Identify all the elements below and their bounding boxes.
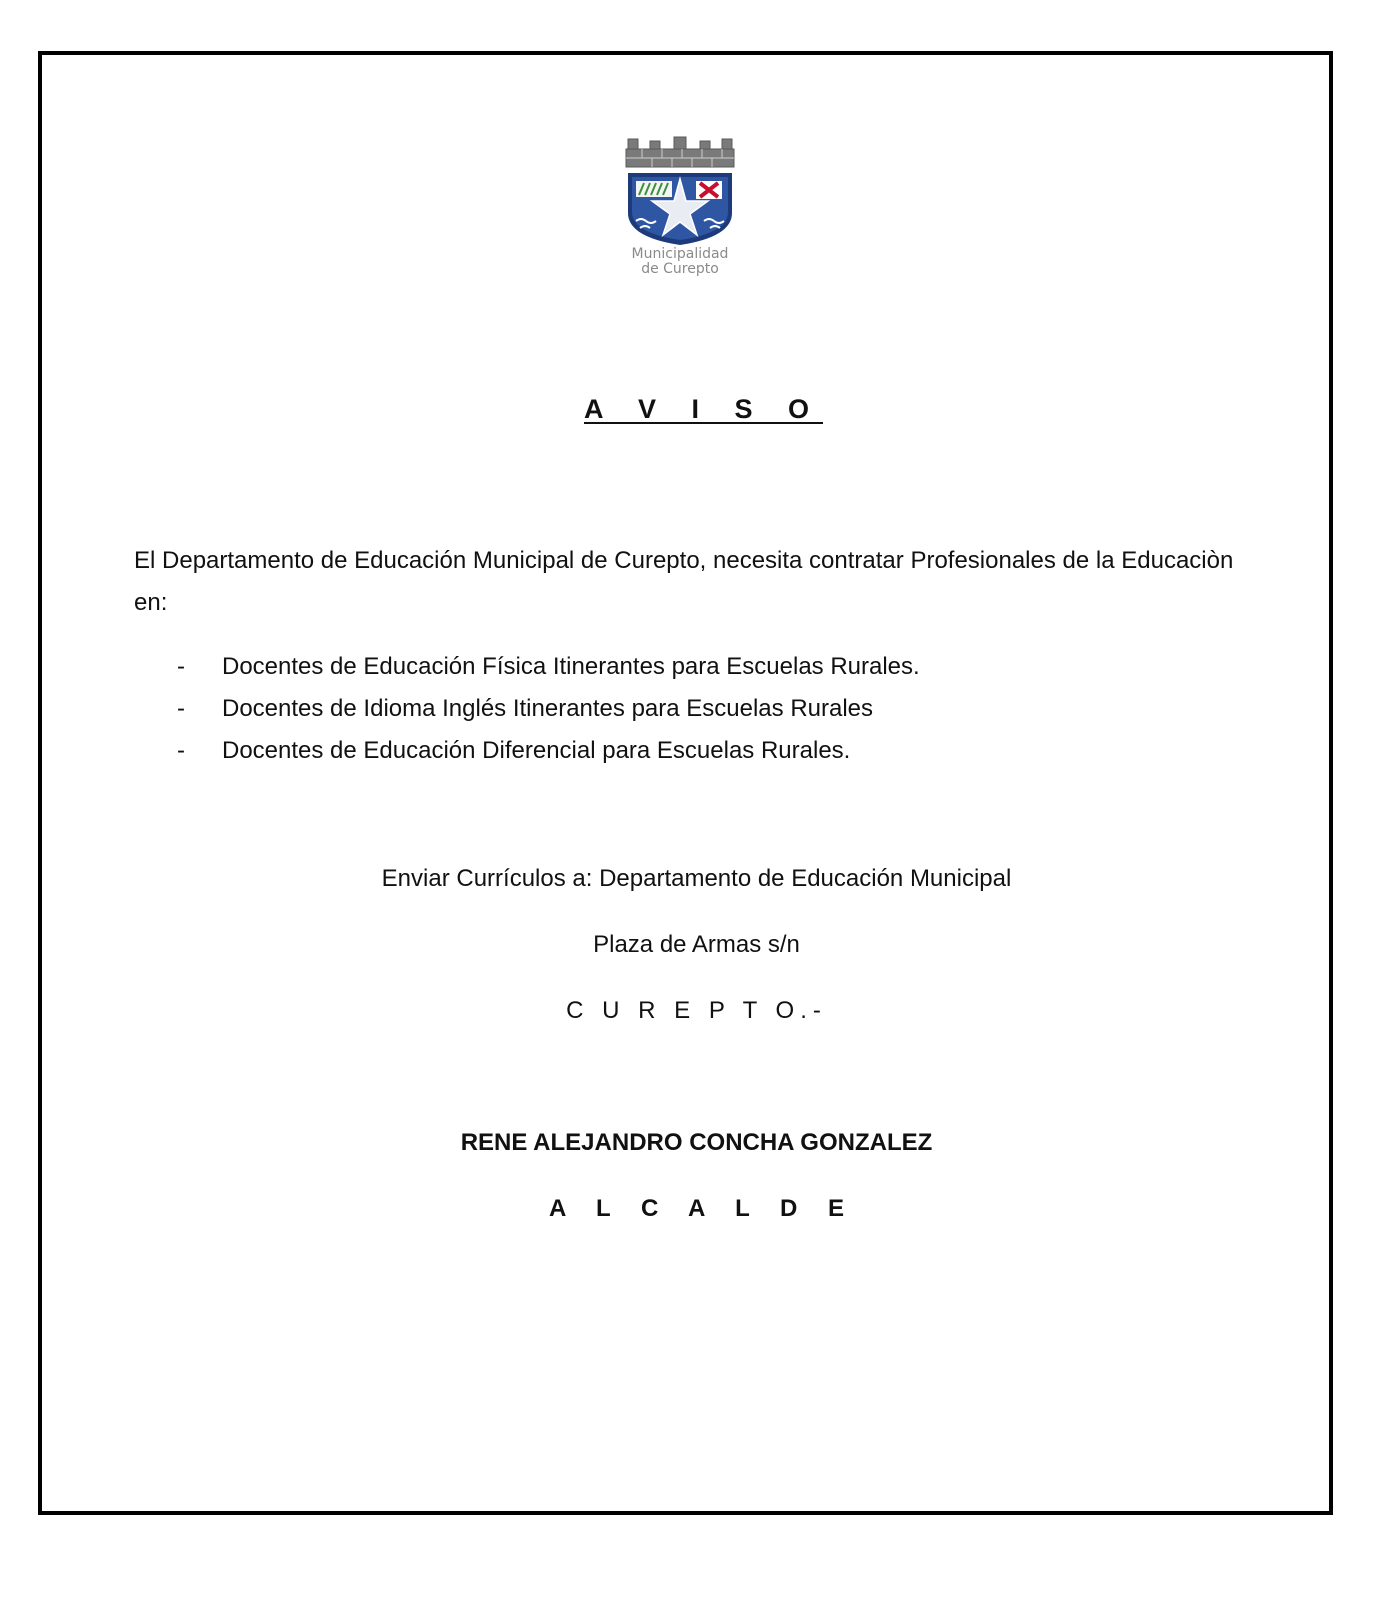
address-line: Plaza de Armas s/n: [593, 931, 800, 958]
logo-line-1: Municipalidad: [631, 246, 729, 262]
list-item-text: Docentes de Educación Diferencial para Escuelas Rurales.: [222, 737, 851, 764]
municipal-coat-of-arms-icon: [612, 135, 748, 247]
signatory-name: RENE ALEJANDRO CONCHA GONZALEZ: [460, 1129, 933, 1156]
list-bullet: -: [177, 653, 185, 680]
list-item-text: Docentes de Educación Física Itinerantes para Escuelas Rurales.: [222, 653, 920, 680]
list-item: [134, 730, 1234, 772]
notice-title-text: A V I S O: [583, 394, 824, 424]
list-item: [134, 646, 1234, 688]
intro-paragraph: El Departamento de Educación Municipal de Curepto, necesita contratar Profesionales de la Educaciòn en:: [134, 547, 1234, 616]
list-bullet: -: [177, 737, 185, 764]
notice-title: [0, 394, 1393, 425]
signatory-role: A L C A L D E: [548, 1195, 857, 1222]
list-item-text: Docentes de Idioma Inglés Itinerantes para Escuelas Rurales: [222, 695, 874, 722]
list-item: [134, 688, 1234, 730]
send-to-line: Enviar Currículos a: Departamento de Educación Municipal: [381, 865, 1012, 892]
logo-caption: [612, 247, 748, 277]
list-bullet: -: [177, 695, 185, 722]
city-line: C U R E P T O.-: [566, 997, 827, 1024]
logo-line-2: de Curepto: [641, 261, 719, 277]
positions-list: [134, 646, 1234, 772]
municipal-logo: [612, 135, 748, 287]
